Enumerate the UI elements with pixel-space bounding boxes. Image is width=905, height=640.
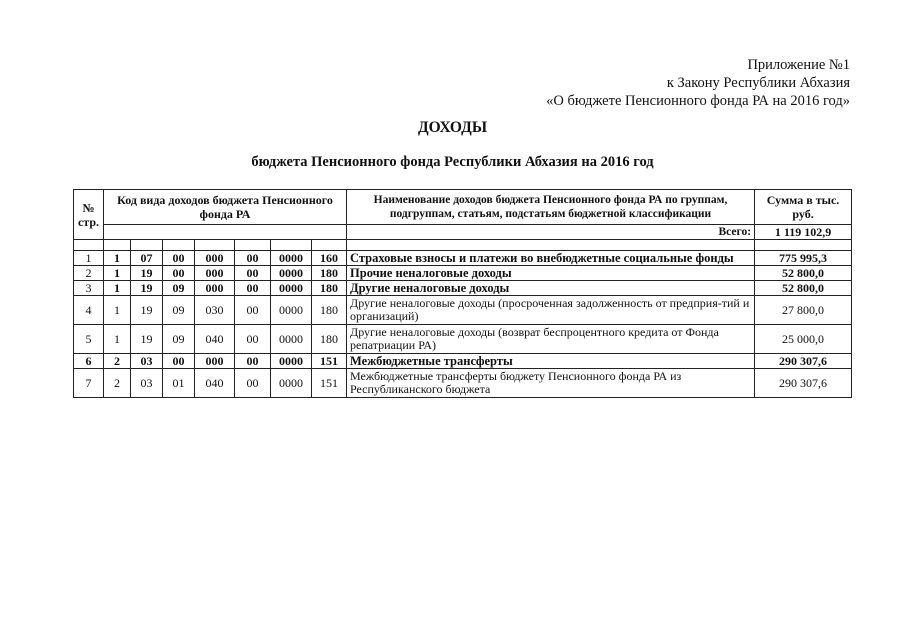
appendix-line-3: «О бюджете Пенсионного фонда РА на 2016 год»	[546, 93, 850, 109]
table-row: 5 1 19 09 040 00 0000 180 Другие неналоговые доходы (возврат беспроцентного кредита от Фонда репатриации РА) 25 000,0	[74, 325, 852, 354]
table-row: 7 2 03 01 040 00 0000 151 Межбюджетные трансферты бюджету Пенсионного фонда РА из Республиканского бюджета 290 307,6	[74, 369, 852, 398]
total-value: 1 119 102,9	[755, 225, 852, 240]
header-name: Наименование доходов бюджета Пенсионного фонда РА по группам, подгруппам, статьям, подстатьям бюджетной классификации	[347, 190, 755, 225]
page-subtitle: бюджета Пенсионного фонда Республики Абхазия на 2016 год	[251, 154, 654, 170]
total-row	[74, 225, 852, 240]
table-row: 6 2 03 00 000 00 0000 151 Межбюджетные трансферты 290 307,6	[74, 354, 852, 369]
table-row: 4 1 19 09 030 00 0000 180 Другие неналоговые доходы (просроченная задолженность от предприя-тий и организаций) 27 800,0	[74, 296, 852, 325]
table-row: 1 1 07 00 000 00 0000 160 Страховые взносы и платежи во внебюджетные социальные фонды 775 995,3	[74, 251, 852, 266]
table-row: 2 1 19 00 000 00 0000 180 Прочие неналоговые доходы 52 800,0	[74, 266, 852, 281]
header-sum: Сумма в тыс. руб.	[755, 190, 852, 225]
header-code: Код вида доходов бюджета Пенсионного фонда РА	[104, 190, 347, 225]
appendix-line-2: к Закону Республики Абхазия	[666, 75, 850, 91]
header-number: № стр.	[74, 190, 104, 240]
page-title: ДОХОДЫ	[417, 119, 488, 136]
table-row: 3 1 19 09 000 00 0000 180 Другие неналоговые доходы 52 800,0	[74, 281, 852, 296]
spacer-row	[74, 240, 852, 251]
revenue-table	[73, 189, 852, 398]
table-header-row	[74, 190, 852, 225]
total-label: Всего:	[347, 225, 755, 240]
appendix-line-1: Приложение №1	[747, 57, 850, 73]
appendix-block	[546, 56, 850, 110]
